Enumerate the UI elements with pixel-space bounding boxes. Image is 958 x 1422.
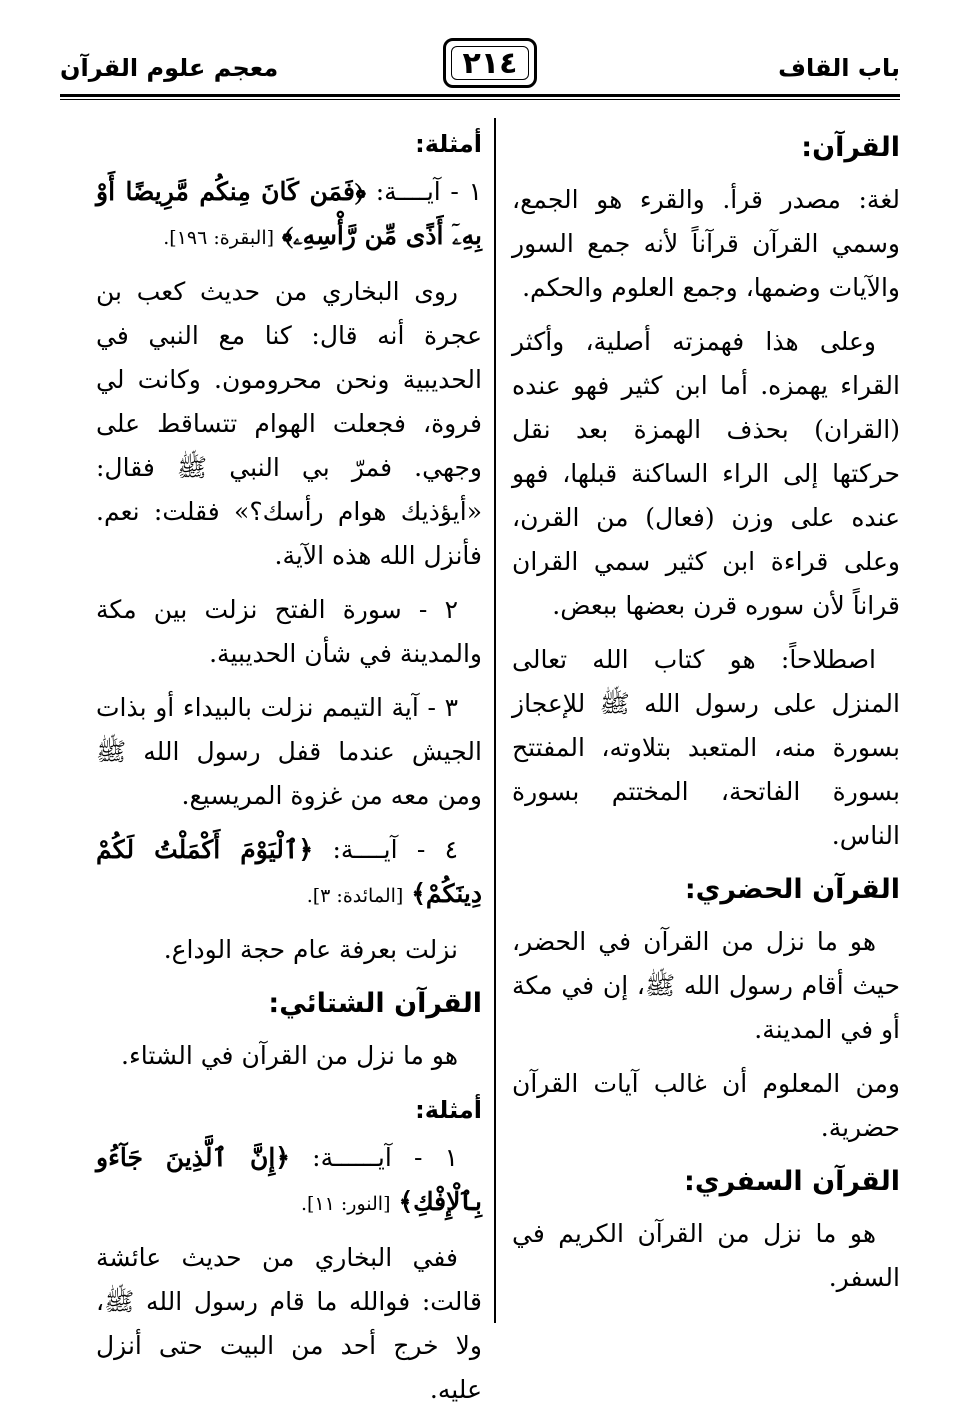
example-5-label: ١ - آيــــــة: <box>312 1143 458 1172</box>
column-divider <box>494 118 496 1323</box>
page-header <box>60 32 900 102</box>
example-5-verse: ﴿إِنَّ ٱلَّذِينَ جَآءُو بِٱلْإِفْكِ﴾ <box>96 1143 482 1216</box>
paragraph-urban-note: ومن المعلوم أن غالب آيات القرآن حضرية. <box>512 1069 900 1142</box>
example-1 <box>96 170 482 260</box>
example-1-ref: [البقرة: ١٩٦]. <box>163 227 275 249</box>
paragraph-travel-def: هو ما نزل من القرآن الكريم في السفر. <box>512 1219 900 1292</box>
example-4-ref: [المائدة: ٣]. <box>306 885 404 907</box>
paragraph-bukhari-kaab: روى البخاري من حديث كعب بن عجرة أنه قال: كنا مع النبي في الحديبية ونحن محرومون. وكانت لي فروة، فجعلت الهوام تتساقط على وجهي. فمرّ بي النبي ﷺ فقال: «أيؤذيك هوام رأسك؟» فقلت: نعم. فأنزل الله هذه الآية. <box>96 277 482 570</box>
book-title: معجم علوم القرآن <box>60 54 279 82</box>
paragraph-bukhari-aisha: ففي البخاري من حديث عائشة قالت: فوالله ما قام رسول الله ﷺ، ولا خرج أحد من البيت حتى أنزل عليه. <box>96 1243 482 1404</box>
heading-urban-quran: القرآن الحضري: <box>684 874 900 905</box>
right-column <box>512 122 900 1310</box>
example-1-label: ١ - آيــــة: <box>375 177 483 206</box>
paragraph-technical: اصطلاحاً: هو كتاب الله تعالى المنزل على رسول الله ﷺ للإعجاز بسورة منه، المتعبد بتلاوته، المفتتح بسورة الفاتحة، المختتم بسورة الناس. <box>512 645 900 850</box>
header-rule-thin <box>60 99 900 100</box>
example-5-ref: [النور: ١١]. <box>300 1193 391 1215</box>
example-1-verse: ﴿فَمَن كَانَ مِنكُم مَّرِيضًا أَوْ بِهِۦٓ أَذًى مِّن رَّأْسِهِۦ﴾ <box>96 177 482 250</box>
page-number: ٢١٤ <box>443 38 537 88</box>
paragraph-hamza: وعلى هذا فهمزته أصلية، وأكثر القراء يهمزه. أما ابن كثير فهو عنده (القران) بحذف الهمزة بعد نقل حركتها إلى الراء الساكنة قبلها، فهو عنده على وزن (فعال) من القرن، وعلى قراءة ابن كثير سمي القران قراناً لأن سوره قرن بعضها ببعض. <box>512 327 900 620</box>
heading-winter-quran: القرآن الشتائي: <box>268 988 482 1019</box>
example-5 <box>96 1136 482 1226</box>
examples-heading-2: أمثلة: <box>415 1096 482 1124</box>
example-4 <box>96 828 482 918</box>
heading-travel-quran: القرآن السفري: <box>684 1166 900 1197</box>
paragraph-arafah: نزلت بعرفة عام حجة الوداع. <box>163 935 458 964</box>
heading-quran: القرآن: <box>801 132 900 163</box>
paragraph-linguistic: لغة: مصدر قرأ. والقرء هو الجمع، وسمي القرآن قرآناً لأنه جمع السور والآيات وضمها، وجمع العلوم والحكم. <box>512 185 900 302</box>
example-3: ٣ - آية التيمم نزلت بالبيداء أو بذات الجيش عندما قفل رسول الله ﷺ ومن معه من غزوة المريسيع. <box>96 693 482 810</box>
paragraph-urban-def: هو ما نزل من القرآن في الحضر، حيث أقام رسول الله ﷺ، إن في مكة أو في المدينة. <box>512 927 900 1044</box>
left-column <box>96 122 482 1422</box>
header-rule <box>60 94 900 97</box>
paragraph-winter-def: هو ما نزل من القرآن في الشتاء. <box>121 1041 458 1070</box>
example-2: ٢ - سورة الفتح نزلت بين مكة والمدينة في شأن الحديبية. <box>96 595 482 668</box>
example-4-label: ٤ - آيــــة: <box>332 835 459 864</box>
example-4-verse: ﴿ٱلْيَوْمَ أَكْمَلْتُ لَكُمْ دِينَكُمْ﴾ <box>96 835 482 908</box>
examples-heading: أمثلة: <box>415 130 482 158</box>
chapter-title: باب القاف <box>778 54 900 82</box>
